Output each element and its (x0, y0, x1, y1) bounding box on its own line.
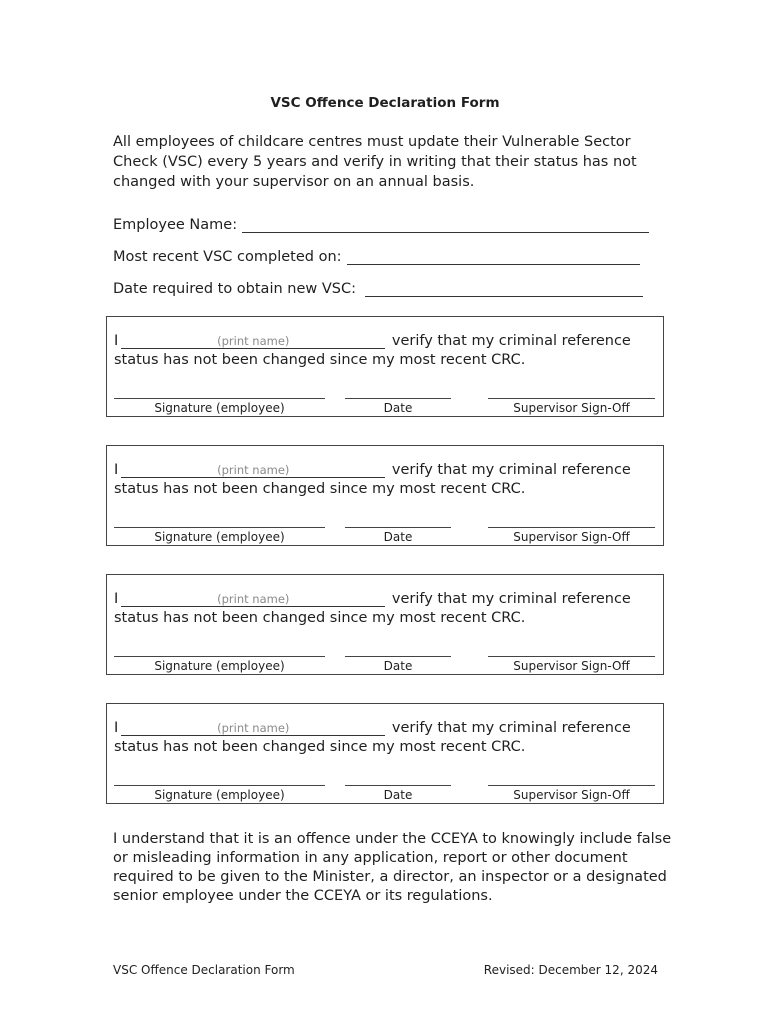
declaration-text (114, 461, 654, 499)
date-line[interactable] (345, 656, 451, 657)
date-required-row (113, 277, 643, 297)
intro-paragraph: All employees of childcare centres must update their Vulnerable Sector Check (VSC) every 5 years and verify in writing that their status has not changed with your supervisor on an annual basis. (113, 134, 637, 190)
signature-line[interactable] (114, 527, 325, 528)
supervisor-label: Supervisor Sign-Off (513, 659, 630, 673)
employee-name-field[interactable] (242, 218, 649, 233)
recent-vsc-row (113, 245, 640, 265)
supervisor-line[interactable] (488, 398, 655, 399)
signature-line[interactable] (114, 785, 325, 786)
employee-name-label: Employee Name: (113, 217, 238, 233)
footer-form-name: VSC Offence Declaration Form (113, 963, 295, 977)
declaration-prefix: I (114, 333, 119, 349)
supervisor-label: Supervisor Sign-Off (513, 530, 630, 544)
declaration-text (114, 332, 654, 370)
declaration-statement: verify that my criminal reference status has not been changed since my most recent CRC. (114, 591, 631, 626)
signature-line[interactable] (114, 398, 325, 399)
declaration-text (114, 590, 654, 628)
print-name-field[interactable]: (print name) (121, 463, 385, 478)
signature-label: Signature (employee) (154, 659, 285, 673)
employee-name-row (113, 213, 649, 233)
supervisor-line[interactable] (488, 785, 655, 786)
declaration-prefix: I (114, 591, 119, 607)
offence-statement: I understand that it is an offence under the CCEYA to knowingly include false or misleading information in any application, report or other document required to be given to the Minister, a director, an inspector or a designated senior employee under the CCEYA or its regulations. (113, 831, 672, 904)
date-required-field[interactable] (365, 282, 643, 297)
declaration-prefix: I (114, 720, 119, 736)
supervisor-line[interactable] (488, 527, 655, 528)
date-label: Date (383, 530, 413, 544)
date-label: Date (383, 401, 413, 415)
declaration-prefix: I (114, 462, 119, 478)
form-title: VSC Offence Declaration Form (270, 95, 500, 111)
print-name-field[interactable]: (print name) (121, 334, 385, 349)
date-label: Date (383, 788, 413, 802)
declaration-box (106, 574, 664, 675)
date-line[interactable] (345, 785, 451, 786)
declaration-box (106, 316, 664, 417)
signature-label: Signature (employee) (154, 530, 285, 544)
date-line[interactable] (345, 527, 451, 528)
recent-vsc-label: Most recent VSC completed on: (113, 249, 342, 265)
print-name-field[interactable]: (print name) (121, 592, 385, 607)
declaration-statement: verify that my criminal reference status has not been changed since my most recent CRC. (114, 462, 631, 497)
signature-label: Signature (employee) (154, 788, 285, 802)
footer-revised-date: Revised: December 12, 2024 (483, 963, 658, 977)
signature-label: Signature (employee) (154, 401, 285, 415)
supervisor-line[interactable] (488, 656, 655, 657)
date-label: Date (383, 659, 413, 673)
declaration-statement: verify that my criminal reference status has not been changed since my most recent CRC. (114, 720, 631, 755)
date-required-label: Date required to obtain new VSC: (113, 281, 356, 297)
supervisor-label: Supervisor Sign-Off (513, 788, 630, 802)
signature-line[interactable] (114, 656, 325, 657)
print-name-field[interactable]: (print name) (121, 721, 385, 736)
declaration-box (106, 703, 664, 804)
declaration-statement: verify that my criminal reference status has not been changed since my most recent CRC. (114, 333, 631, 368)
date-line[interactable] (345, 398, 451, 399)
declaration-text (114, 719, 654, 757)
recent-vsc-field[interactable] (347, 250, 640, 265)
supervisor-label: Supervisor Sign-Off (513, 401, 630, 415)
declaration-box (106, 445, 664, 546)
